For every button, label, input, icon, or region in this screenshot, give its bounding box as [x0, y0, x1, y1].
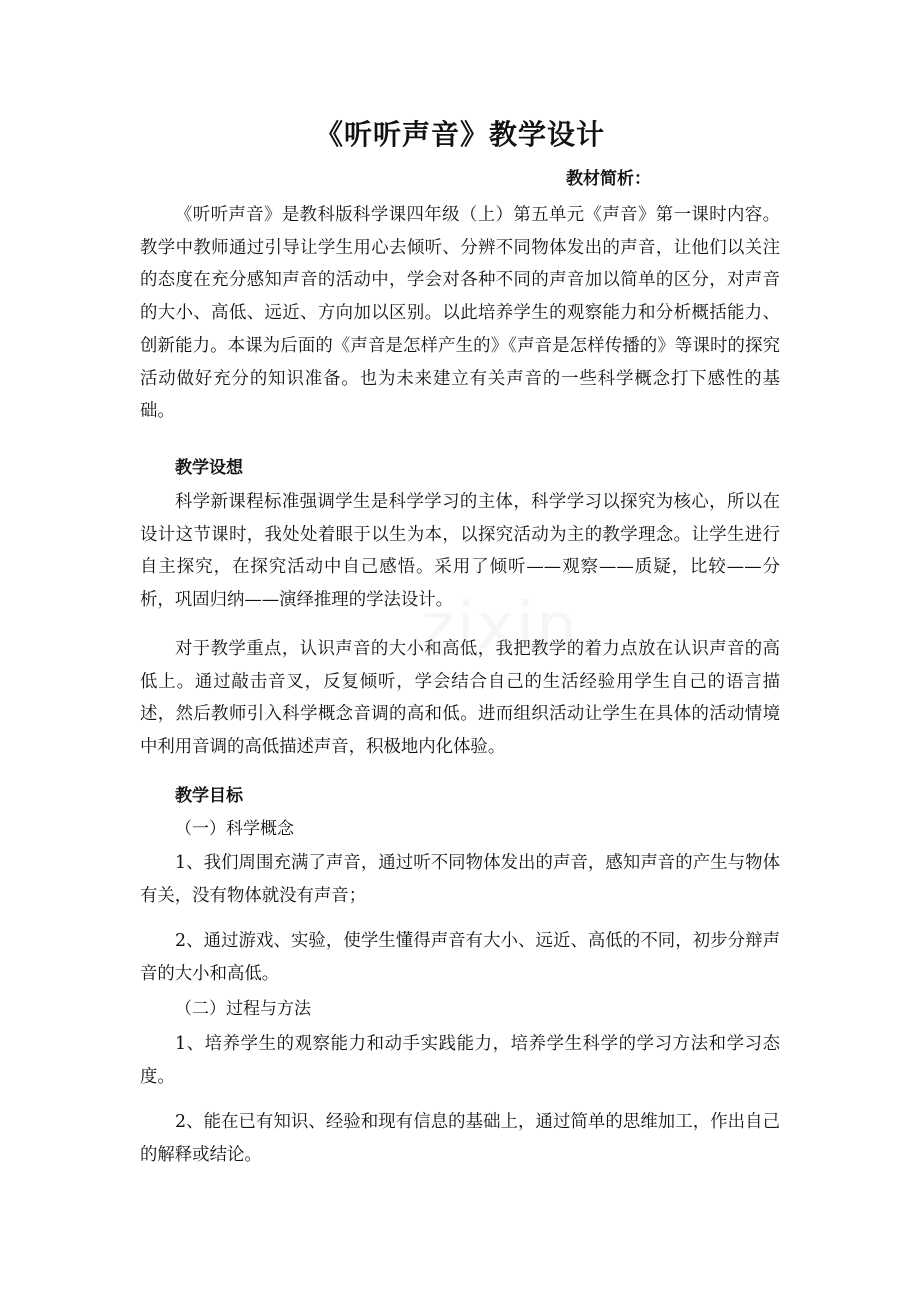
goals-sub2-heading: （二）过程与方法	[175, 999, 311, 1019]
goals-sub2-item-1: 1、培养学生的观察能力和动手实践能力，培养学生科学的学习方法和学习态度。	[140, 1034, 780, 1087]
document-title: 《听听声音》教学设计	[314, 118, 605, 151]
goals-heading: 教学目标	[175, 786, 243, 806]
watermark: zixin	[421, 590, 579, 664]
material-paragraph: 《听听声音》是教科版科学课四年级（上）第五单元《声音》第一课时内容。教学中教师通过引导让学生用心去倾听、分辨不同物体发出的声音，让他们以关注的态度在充分感知声音的活动中，学会对各种不同的声音加以简单的区分，对声音的大小、高低、远近、方向加以区别。以此培养学生的观察能力和分析概括能力、创新能力。本课为后面的《声音是怎样产生的》《声音是怎样传播的》等课时的探究活动做好充分的知识准备。也为未来建立有关声音的一些科学概念打下感性的基础。	[140, 205, 780, 422]
goals-sub1-item-2: 2、通过游戏、实验，使学生懂得声音有大小、远近、高低的不同，初步分辩声音的大小和高低。	[140, 931, 780, 984]
goals-sub2-item-2: 2、能在已有知识、经验和现有信息的基础上，通过简单的思维加工，作出自己的解释或结论。	[140, 1112, 780, 1165]
goals-sub1-item-1: 1、我们周围充满了声音，通过听不同物体发出的声音，感知声音的产生与物体有关，没有物体就没有声音；	[140, 853, 780, 906]
material-heading: 教材简析：	[566, 169, 651, 189]
goals-sub1-heading: （一）科学概念	[175, 819, 294, 839]
idea-heading: 教学设想	[175, 458, 243, 478]
idea-paragraph-1: 科学新课程标准强调学生是科学学习的主体，科学学习以探究为核心，所以在设计这节课时，我处处着眼于以生为本，以探究活动为主的教学理念。让学生进行自主探究，在探究活动中自己感悟。采用了倾听——观察——质疑，比较——分析，巩固归纳——演绎推理的学法设计。	[140, 492, 780, 611]
idea-paragraph-2: 对于教学重点，认识声音的大小和高低，我把教学的着力点放在认识声音的高低上。通过敲击音叉，反复倾听，学会结合自己的生活经验用学生自己的语言描述，然后教师引入科学概念音调的高和低。进而组织活动让学生在具体的活动情境中利用音调的高低描述声音，积极地内化体验。	[140, 639, 780, 758]
